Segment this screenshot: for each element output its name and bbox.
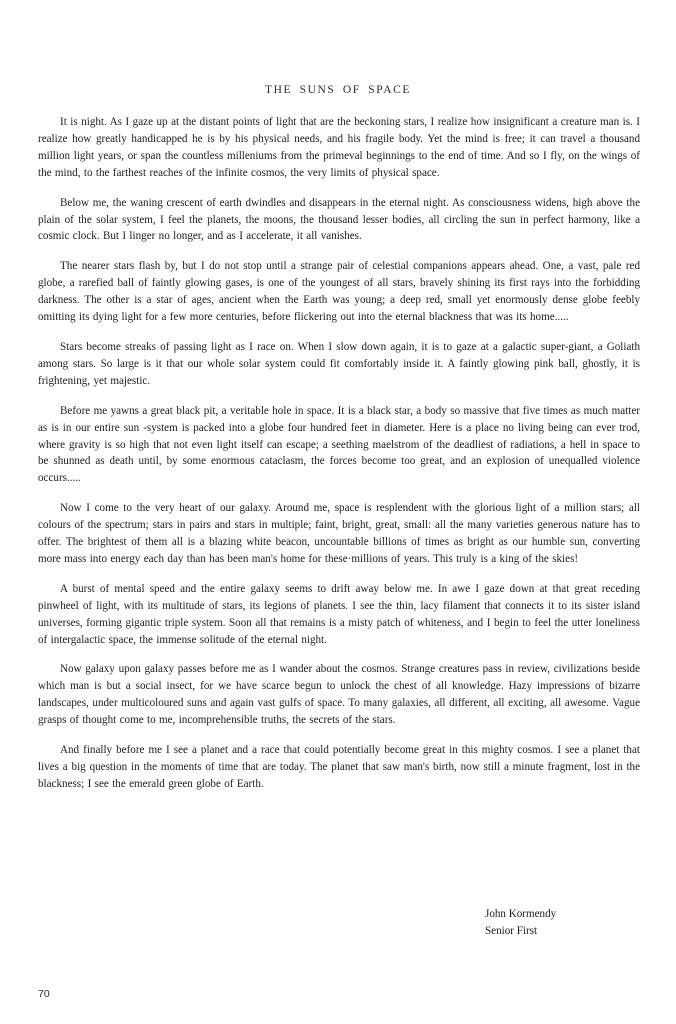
page-title: THE SUNS OF SPACE bbox=[264, 84, 412, 96]
page-number: 70 bbox=[38, 988, 50, 1000]
paragraph: Before me yawns a great black pit, a veritable hole in space. It is a black star, a body so massive that five times as much matter as is in our entire sun -system is packed into a globe four hundred feet in diameter. Here is a place no living being can ever trod, where gravity is so high that not even light itself can escape; a seething maelstrom of the deadliest of radiations, a hell in space to be shunned as death until, by some enormous cataclasm, the forces become too great, and an explosion of unequalled violence occurs..... bbox=[38, 404, 640, 485]
paragraph: A burst of mental speed and the entire galaxy seems to drift away below me. In awe I gaze down at that great receding pinwheel of light, with its multitude of stars, its legions of planets. I see the thin, lacy filament that connects it to its sister island universes, forming gigantic triple system. Soon all that remains is a misty patch of whiteness, and I begin to feel the utter loneliness of intergalactic space, the immense solitude of the eternal night. bbox=[38, 582, 640, 646]
signature-author: John Kormendy bbox=[485, 908, 557, 920]
signature-affiliation: Senior First bbox=[485, 924, 538, 937]
paragraph: Below me, the waning crescent of earth dwindles and disappears in the eternal night. As consciousness widens, high above the plain of the solar system, I feel the planets, the moons, the thousand lesser bodies, all circling the sun in perfect harmony, like a cosmic clock. But I linger no longer, and as I accelerate, it all vanishes. bbox=[38, 196, 640, 243]
paragraph: It is night. As I gaze up at the distant points of light that are the beckoning stars, I realize how insignificant a creature man is. I realize how greatly handicapped he is by his physical needs, and his fragile body. Yet the mind is free; it can travel a thousand million light years, or span the countless milleniums from the primeval beginnings to the end of time. And so I fly, on the wings of the mind, to the farthest reaches of the infinite cosmos, the very limits of physical space. bbox=[38, 116, 640, 179]
paragraph: Now I come to the very heart of our galaxy. Around me, space is resplendent with the glorious light of a million stars; all colours of the spectrum; stars in pairs and stars in multiple; faint, bright, great, small: all the many varieties generous nature has to offer. The brightest of them all is a blazing white beacon, uncountable billions of times as bright as our humble sun, converting more mass into energy each day than has been man's home for these·millions of years. This truly is a king of the skies! bbox=[38, 502, 640, 565]
paragraph: Stars become streaks of passing light as I race on. When I slow down again, it is to gaze at a galactic super-giant, a Goliath among stars. So large is it that our whole solar system could fit comfortably inside it. A faintly glowing pink ball, ghostly, it is frightening, yet majestic. bbox=[38, 340, 640, 387]
paragraph: The nearer stars flash by, but I do not stop until a strange pair of celestial companions appears ahead. One, a vast, pale red globe, a rarefied ball of faintly glowing gases, is one of the youngest of all stars, bravely shining its first rays into the forbidding darkness. The other is a star of ages, ancient when the Earth was young; a deep red, small yet enormously dense globe feebly omitting its dying light for a few more centuries, before flickering out into the eternal blackness that was its home..... bbox=[38, 260, 640, 324]
paragraph: And finally before me I see a planet and a race that could potentially become great in this mighty cosmos. I see a planet that lives a big question in the moments of time that are today. The planet that saw man's birth, now still a minute fragment, lost in the blackness; I see the emerald green globe of Earth. bbox=[38, 744, 640, 790]
signature-block bbox=[485, 906, 556, 940]
article-body bbox=[38, 114, 640, 806]
paragraph: Now galaxy upon galaxy passes before me as I wander about the cosmos. Strange creatures pass in review, civilizations beside which man is but a social insect, for we have scarce begun to unlock the chest of all knowledge. Hazy impressions of bizarre landscapes, under multicoloured suns and again vast gulfs of space. To many galaxies, all different, all exciting, all awesome. Vague grasps of thought come to me, incomprehensible truths, the secrets of the stars. bbox=[38, 663, 640, 727]
